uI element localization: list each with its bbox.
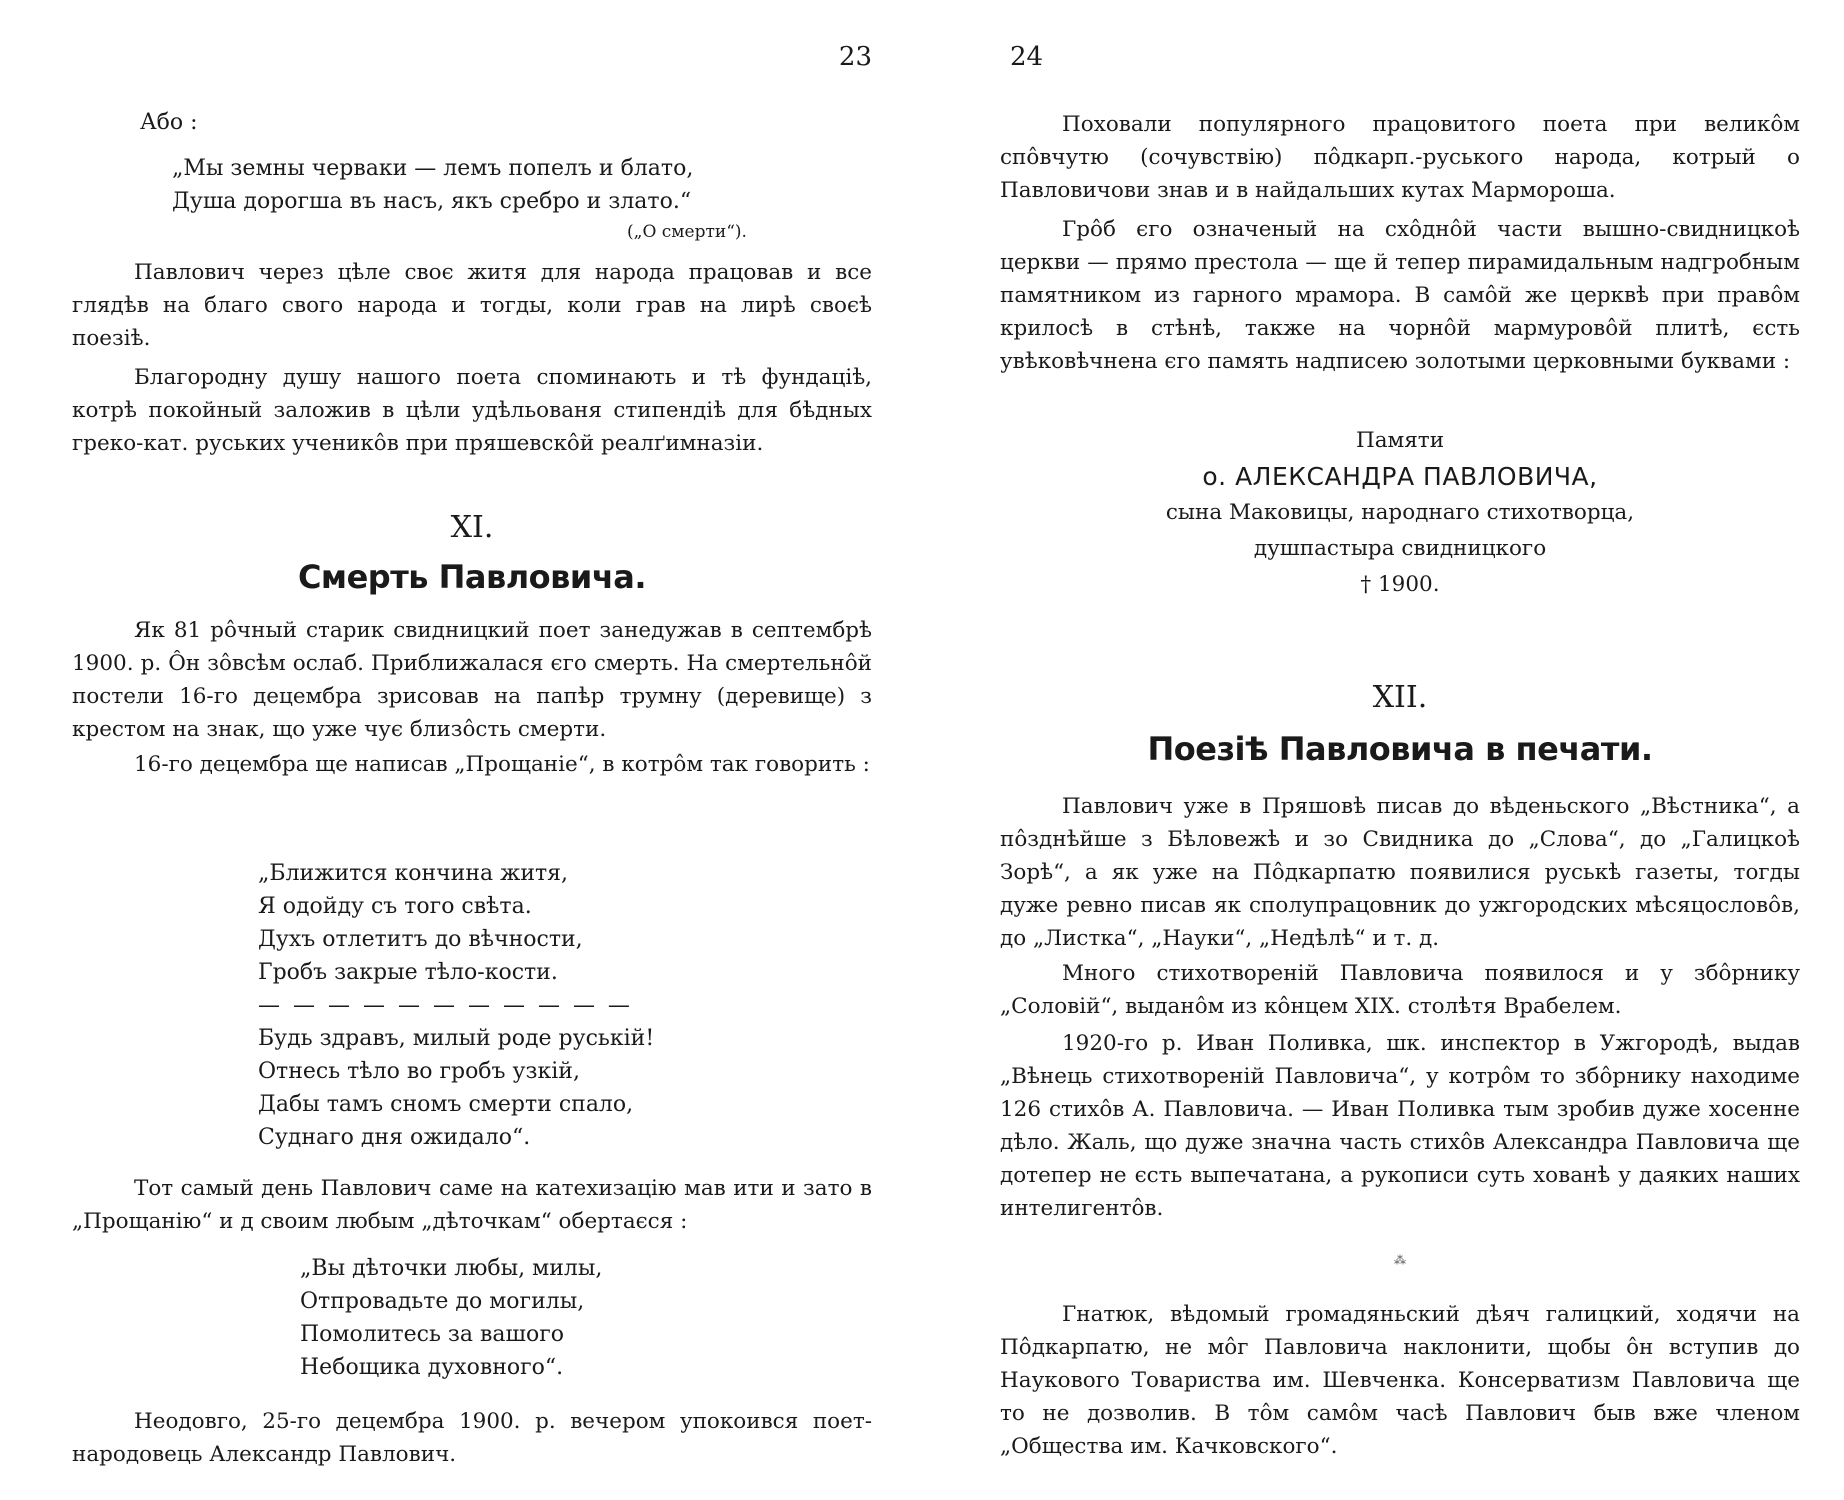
verse-line: Отпровадьте до могилы, — [300, 1289, 585, 1314]
poem-children — [300, 1252, 602, 1384]
verse-line: Суднаго дня ожидало“. — [258, 1125, 531, 1150]
verse-line: Я одойду съ того свѣта. — [258, 894, 532, 919]
paragraph: Благородну душу нашого поета споминають и тѣ фундаціѣ, котрѣ покойный заложив в цѣли удѣльованя стипендіѣ для бѣдных греко-кат. руських ученикôв при пряшевскôй реалґимназіи. — [72, 365, 872, 456]
abo-label: Або : — [140, 110, 198, 135]
text-block — [72, 614, 872, 781]
memorial-line: Памяти — [1355, 428, 1445, 453]
verse-line: Дабы тамъ сномъ смерти спало, — [258, 1092, 634, 1117]
paragraph: Павлович через цѣле своє житя для народа працовав и все глядѣв на благо свого народа и тогды, коли грав на лирѣ своєѣ поезіѣ. — [72, 260, 872, 351]
quote-source: („О смерти“). — [627, 222, 747, 242]
text-block — [72, 1405, 872, 1471]
paragraph: 16-го децембра ще написав „Прощаніе“, в котрôм так говорить : — [134, 752, 870, 777]
text-block — [1000, 1298, 1800, 1463]
verse-line: Душа дорогша въ насъ, якъ сребро и злато.“ — [172, 189, 692, 214]
paragraph: Гнатюк, вѣдомый громадяньский дѣяч галицкий, ходячи на Пôдкарпатю, не мôг Павловича наклонити, щобы ôн вступив до Наукового Товариства им. Шевченка. Консерватизм Павловича ще то не дозволив. В тôм самôм часѣ Павлович быв вже членом „Общества им. Качковского“. — [1000, 1302, 1800, 1459]
verse-dashes: — — — — — — — — — — — — [258, 993, 633, 1018]
paragraph: Много стихотвореній Павловича появилося и у збôрнику „Соловій“, выданôм из кôнцем XIX. столѣтя Врабелем. — [1000, 961, 1800, 1019]
text-block — [72, 256, 872, 460]
page-number: 24 — [1010, 42, 1044, 72]
right-page — [1000, 0, 1800, 1500]
quote-verse — [172, 152, 693, 218]
paragraph: Тот самый день Павлович саме на катехизацію мав ити и зато в „Прощанію“ и д своим любым „дѣточкам“ обертаєся : — [72, 1176, 872, 1234]
paragraph: Як 81 рôчный старик свидницкий поет занедужав в септембрѣ 1900. р. Ôн зôвсѣм ослаб. Приближалася єго смерть. На смертельнôй постели 16-го децембра зрисовав на папѣр трумну (деревище) з крестом на знак, що уже чує близôсть смерти. — [72, 618, 872, 742]
page-number: 23 — [838, 42, 872, 72]
text-block — [1000, 790, 1800, 1225]
verse-line: Гробъ закрые тѣло-кости. — [258, 960, 558, 985]
paragraph: Грôб єго означеный на схôднôй части вышно-свидницкоѣ церкви — прямо престола — ще й тепер пирамидальным надгробным памятником из гарного мрамора. В самôй же церквѣ при правôм крилосѣ в стѣнѣ, также на чорнôй мармуровôй плитѣ, єсть увѣковѣчнена єго память надписею золотыми церковными буквами : — [1000, 217, 1800, 374]
verse-line: „Мы земны черваки — лемъ попелъ и блато, — [172, 156, 694, 181]
paragraph: Павлович уже в Пряшовѣ писав до вѣденьского „Вѣстника“, а пôзднѣйше з Бѣловежѣ и зо Свидника до „Слова“, до „Галицкоѣ Зорѣ“, а як уже на Пôдкарпатю появилися руськѣ газеты, тогды дуже ревно писав як сполупрацовник до ужгородских мѣсяцословôв, до „Листка“, „Науки“, „Недѣлѣ“ и т. д. — [1000, 794, 1800, 951]
paragraph: 1920-го р. Иван Поливка, шк. инспектор в Ужгородѣ, выдав „Вѣнець стихотвореній Павловича“, у котрôм то збôрнику находиме 126 стихôв А. Павловича. — Иван Поливка тым зробив дуже хосенне дѣло. Жаль, що дуже значна часть стихôв Александра Павловича ще дотепер не єсть выпечатана, а рукописи суть хованѣ у даяких наших интелигентôв. — [1000, 1031, 1800, 1221]
verse-line: Небощика духовного“. — [300, 1355, 564, 1380]
section-title: Поезіѣ Павловича в печати. — [1147, 730, 1653, 768]
verse-line: Будь здравъ, милый роде руськiй! — [258, 1026, 655, 1051]
memorial-line: сына Маковицы, народнаго стихотворца, — [1165, 500, 1635, 525]
memorial-name: о. АЛЕКСАНДРА ПАВЛОВИЧА, — [1202, 462, 1598, 491]
left-page — [72, 0, 872, 1500]
verse-line: Отнесь тѣло во гробъ узкій, — [258, 1059, 580, 1084]
memorial-inscription — [1000, 423, 1800, 603]
verse-line: „Вы дѣточки любы, милы, — [300, 1256, 603, 1281]
memorial-line: душпастыра свидницкого — [1253, 536, 1547, 561]
verse-line: „Ближится кончина житя, — [258, 861, 569, 886]
text-block — [72, 1172, 872, 1238]
section-title: Смерть Павловича. — [297, 558, 647, 596]
paragraph: Поховали популярного працовитого поета при великôм спôвчутю (сочувствію) пôдкарп.-руського народа, котрый о Павловичови знав и в найдальших кутах Мармороша. — [1000, 112, 1800, 203]
paragraph: Неодовго, 25-го децембра 1900. р. вечером упокоився поет-народовець Александр Павлович. — [72, 1409, 872, 1467]
poem-farewell — [258, 857, 654, 1154]
section-number: XI. — [450, 510, 494, 545]
text-block — [1000, 108, 1800, 378]
verse-line: Духъ отлетитъ до вѣчности, — [258, 927, 583, 952]
verse-line: Помолитесь за вашого — [300, 1322, 564, 1347]
section-separator: ⁂ — [1394, 1253, 1406, 1267]
memorial-line: † 1900. — [1360, 572, 1440, 597]
section-number: XII. — [1372, 680, 1428, 715]
